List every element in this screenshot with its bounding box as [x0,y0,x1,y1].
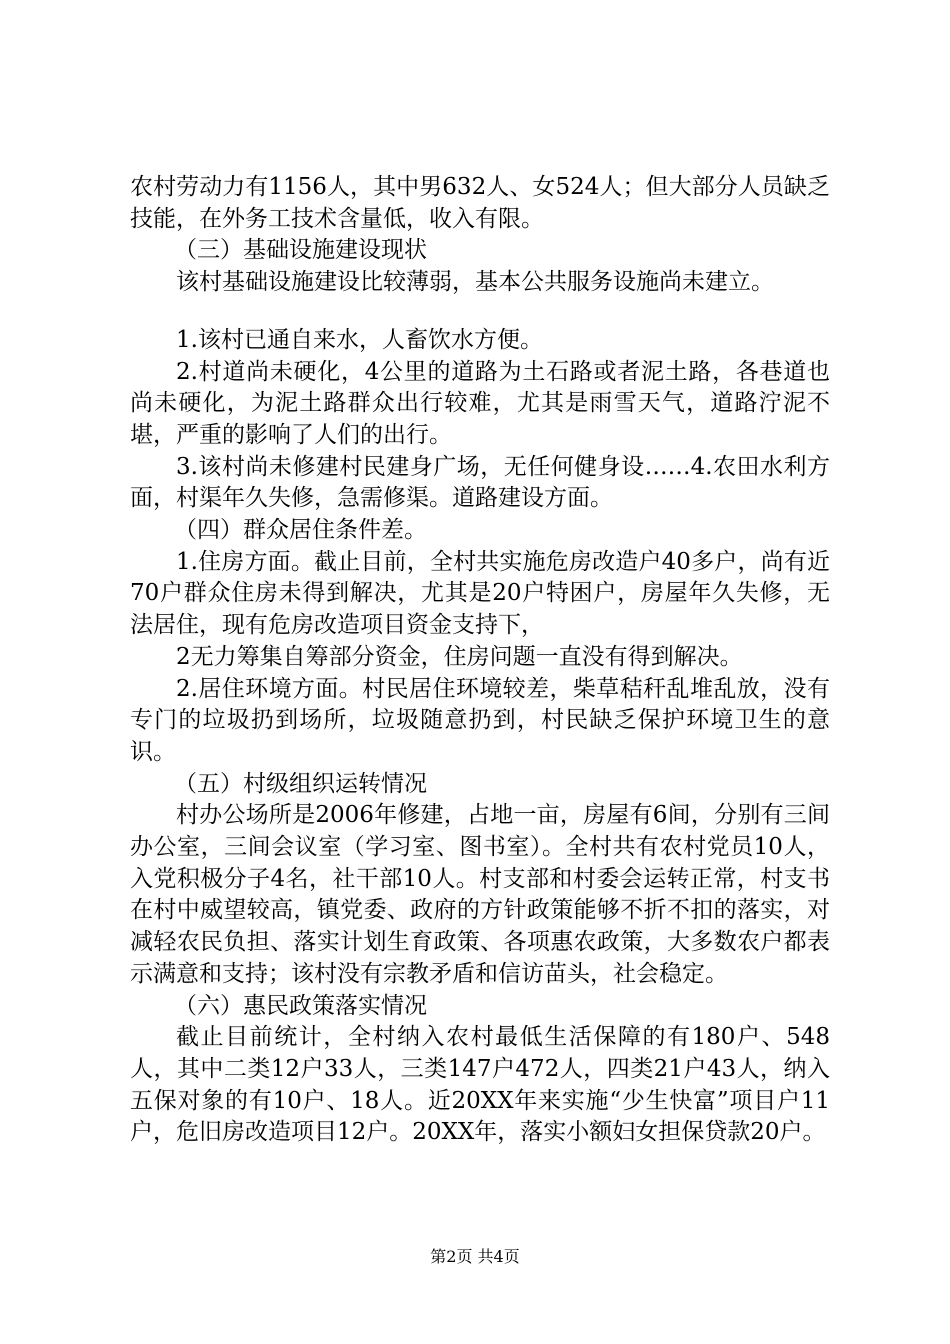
paragraph: 1.该村已通自来水，人畜饮水方便。 [176,326,543,353]
paragraph: 1.住房方面。截止目前，全村共实施危房改造户40多户，尚有近70户群众住房未得到解决，尤其是20户特困户，房屋年久失修，无法居住，现有危房改造项目资金支持下， [130,548,830,639]
page-footer: 第2页 共4页 [430,1247,520,1266]
paragraph: 2.村道尚未硬化，4公里的道路为土石路或者泥土路，各巷道也尚未硬化，为泥土路群众出行较难，尤其是雨雪天气，道路泞泥不堪，严重的影响了人们的出行。 [130,358,830,448]
paragraph: 截止目前统计，全村纳入农村最低生活保障的有180户、548人，其中二类12户33人，三类147户472人，四类21户43人，纳入五保对象的有10户、18人。近20XX年来实施“少生快富”项目户11户，危旧房改造项目12户。20XX年，落实小额妇女担保贷款20户。 [130,1024,830,1146]
paragraph: 村办公场所是2006年修建，占地一亩，房屋有6间，分别有三间办公室，三间会议室（学习室、图书室）。全村共有农村党员10人，入党积极分子4名，社干部10人。村支部和村委会运转正常，村支书在村中威望较高，镇党委、政府的方针政策能够不折不扣的落实，对减轻农民负担、落实计划生育政策、各项惠农政策，大多数农户都表示满意和支持；该村没有宗教矛盾和信访苗头，社会稳定。 [130,802,830,987]
paragraph: 农村劳动力有1156人，其中男632人、女524人；但大部分人员缺乏技能，在外务工技术含量低，收入有限。 [130,174,830,232]
paragraph: 该村基础设施建设比较薄弱，基本公共服务设施尚未建立。 [176,269,774,296]
section-heading: （五）村级组织运转情况 [174,770,427,797]
paragraph: 2.居住环境方面。村民居住环境较差，柴草秸秆乱堆乱放，没有专门的垃圾扔到场所，垃圾随意扔到，村民缺乏保护环境卫生的意识。 [130,675,830,765]
document-body [130,172,830,1149]
section-heading: （六）惠民政策落实情况 [174,992,427,1019]
paragraph: 3.该村尚未修建村民建身广场，无任何健身设……4.农田水利方面，村渠年久失修，急需修渠。道路建设方面。 [130,453,830,512]
section-heading: （四）群众居住条件差。 [174,517,427,544]
paragraph: 2无力筹集自筹部分资金，住房问题一直没有得到解决。 [176,643,743,670]
section-heading: （三）基础设施建设现状 [174,237,427,264]
paragraph-spacer [130,299,830,325]
